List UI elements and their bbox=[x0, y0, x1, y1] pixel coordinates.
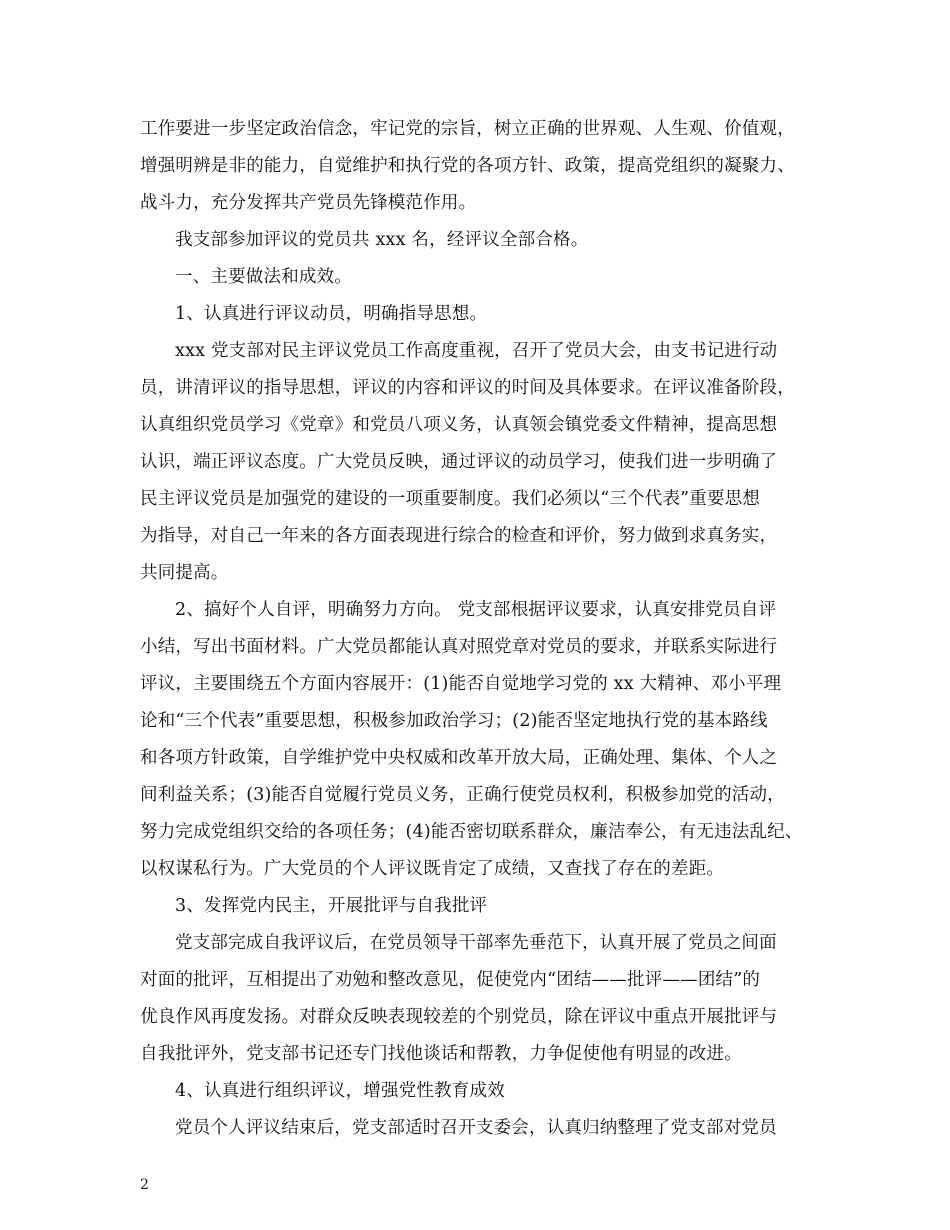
body-line: 努力完成党组织交给的各项任务；(4)能否密切联系群众，廉洁奉公，有无违法乱纪、 bbox=[140, 822, 803, 842]
body-line: 我支部参加评议的党员共 xxx 名，经评议全部合格。 bbox=[175, 230, 589, 250]
body-line: 战斗力，充分发挥共产党员先锋模范作用。 bbox=[140, 193, 477, 213]
body-line: 党支部完成自我评议后，在党员领导干部率先垂范下，认真开展了党员之间面 bbox=[175, 933, 777, 953]
body-line: 增强明辨是非的能力，自觉维护和执行党的各项方针、政策，提高党组织的凝聚力、 bbox=[140, 156, 795, 176]
body-line: 员，讲清评议的指导思想，评议的内容和评议的时间及具体要求。在评议准备阶段， bbox=[140, 378, 795, 398]
body-line: 认识，端正评议态度。广大党员反映，通过评议的动员学习，使我们进一步明确了 bbox=[140, 452, 778, 472]
body-line: 优良作风再度发扬。对群众反映表现较差的个别党员，除在评议中重点开展批评与 bbox=[140, 1007, 778, 1027]
body-line: 工作要进一步坚定政治信念，牢记党的宗旨，树立正确的世界观、人生观、价值观， bbox=[140, 119, 795, 139]
body-line: 自我批评外，党支部书记还专门找他谈话和帮教，力争促使他有明显的改进。 bbox=[140, 1044, 742, 1064]
subsection-heading: 1、认真进行评议动员，明确指导思想。 bbox=[175, 304, 488, 324]
body-line: 和各项方针政策，自学维护党中央权威和改革开放大局，正确处理、集体、个人之 bbox=[140, 748, 778, 768]
body-line: 评议，主要围绕五个方面内容展开：(1)能否自觉地学习党的 xx 大精神、邓小平理 bbox=[140, 674, 782, 694]
body-line: 以权谋私行为。广大党员的个人评议既肯定了成绩，又查找了存在的差距。 bbox=[140, 859, 725, 879]
body-line: 论和“三个代表”重要思想，积极参加政治学习；(2)能否坚定地执行党的基本路线 bbox=[140, 711, 768, 731]
body-line: 党员个人评议结束后，党支部适时召开支委会，认真归纳整理了党支部对党员 bbox=[175, 1118, 777, 1138]
body-line: xxx 党支部对民主评议党员工作高度重视，召开了党员大会，由支书记进行动 bbox=[175, 341, 778, 361]
body-line: 为指导，对自己一年来的各方面表现进行综合的检查和评价，努力做到求真务实， bbox=[140, 526, 778, 546]
section-heading: 一、主要做法和成效。 bbox=[175, 267, 352, 287]
body-line: 对面的批评，互相提出了劝勉和整改意见，促使党内“团结——批评——团结”的 bbox=[140, 970, 761, 990]
subsection-heading: 2、搞好个人自评，明确努力方向。 党支部根据评议要求，认真安排党员自评 bbox=[175, 600, 777, 620]
subsection-heading: 4、认真进行组织评议，增强党性教育成效 bbox=[175, 1081, 505, 1101]
body-line: 间利益关系；(3)能否自觉履行党员义务，正确行使党员权利，积极参加党的活动， bbox=[140, 785, 785, 805]
page-number: 2 bbox=[140, 1177, 149, 1193]
body-line: 民主评议党员是加强党的建设的一项重要制度。我们必须以“三个代表”重要思想 bbox=[140, 489, 761, 509]
body-line: 认真组织党员学习《党章》和党员八项义务，认真领会镇党委文件精神，提高思想 bbox=[140, 415, 778, 435]
body-line: 共同提高。 bbox=[140, 563, 229, 583]
body-line: 小结，写出书面材料。广大党员都能认真对照党章对党员的要求，并联系实际进行 bbox=[140, 637, 778, 657]
subsection-heading: 3、发挥党内民主，开展批评与自我批评 bbox=[175, 896, 488, 916]
